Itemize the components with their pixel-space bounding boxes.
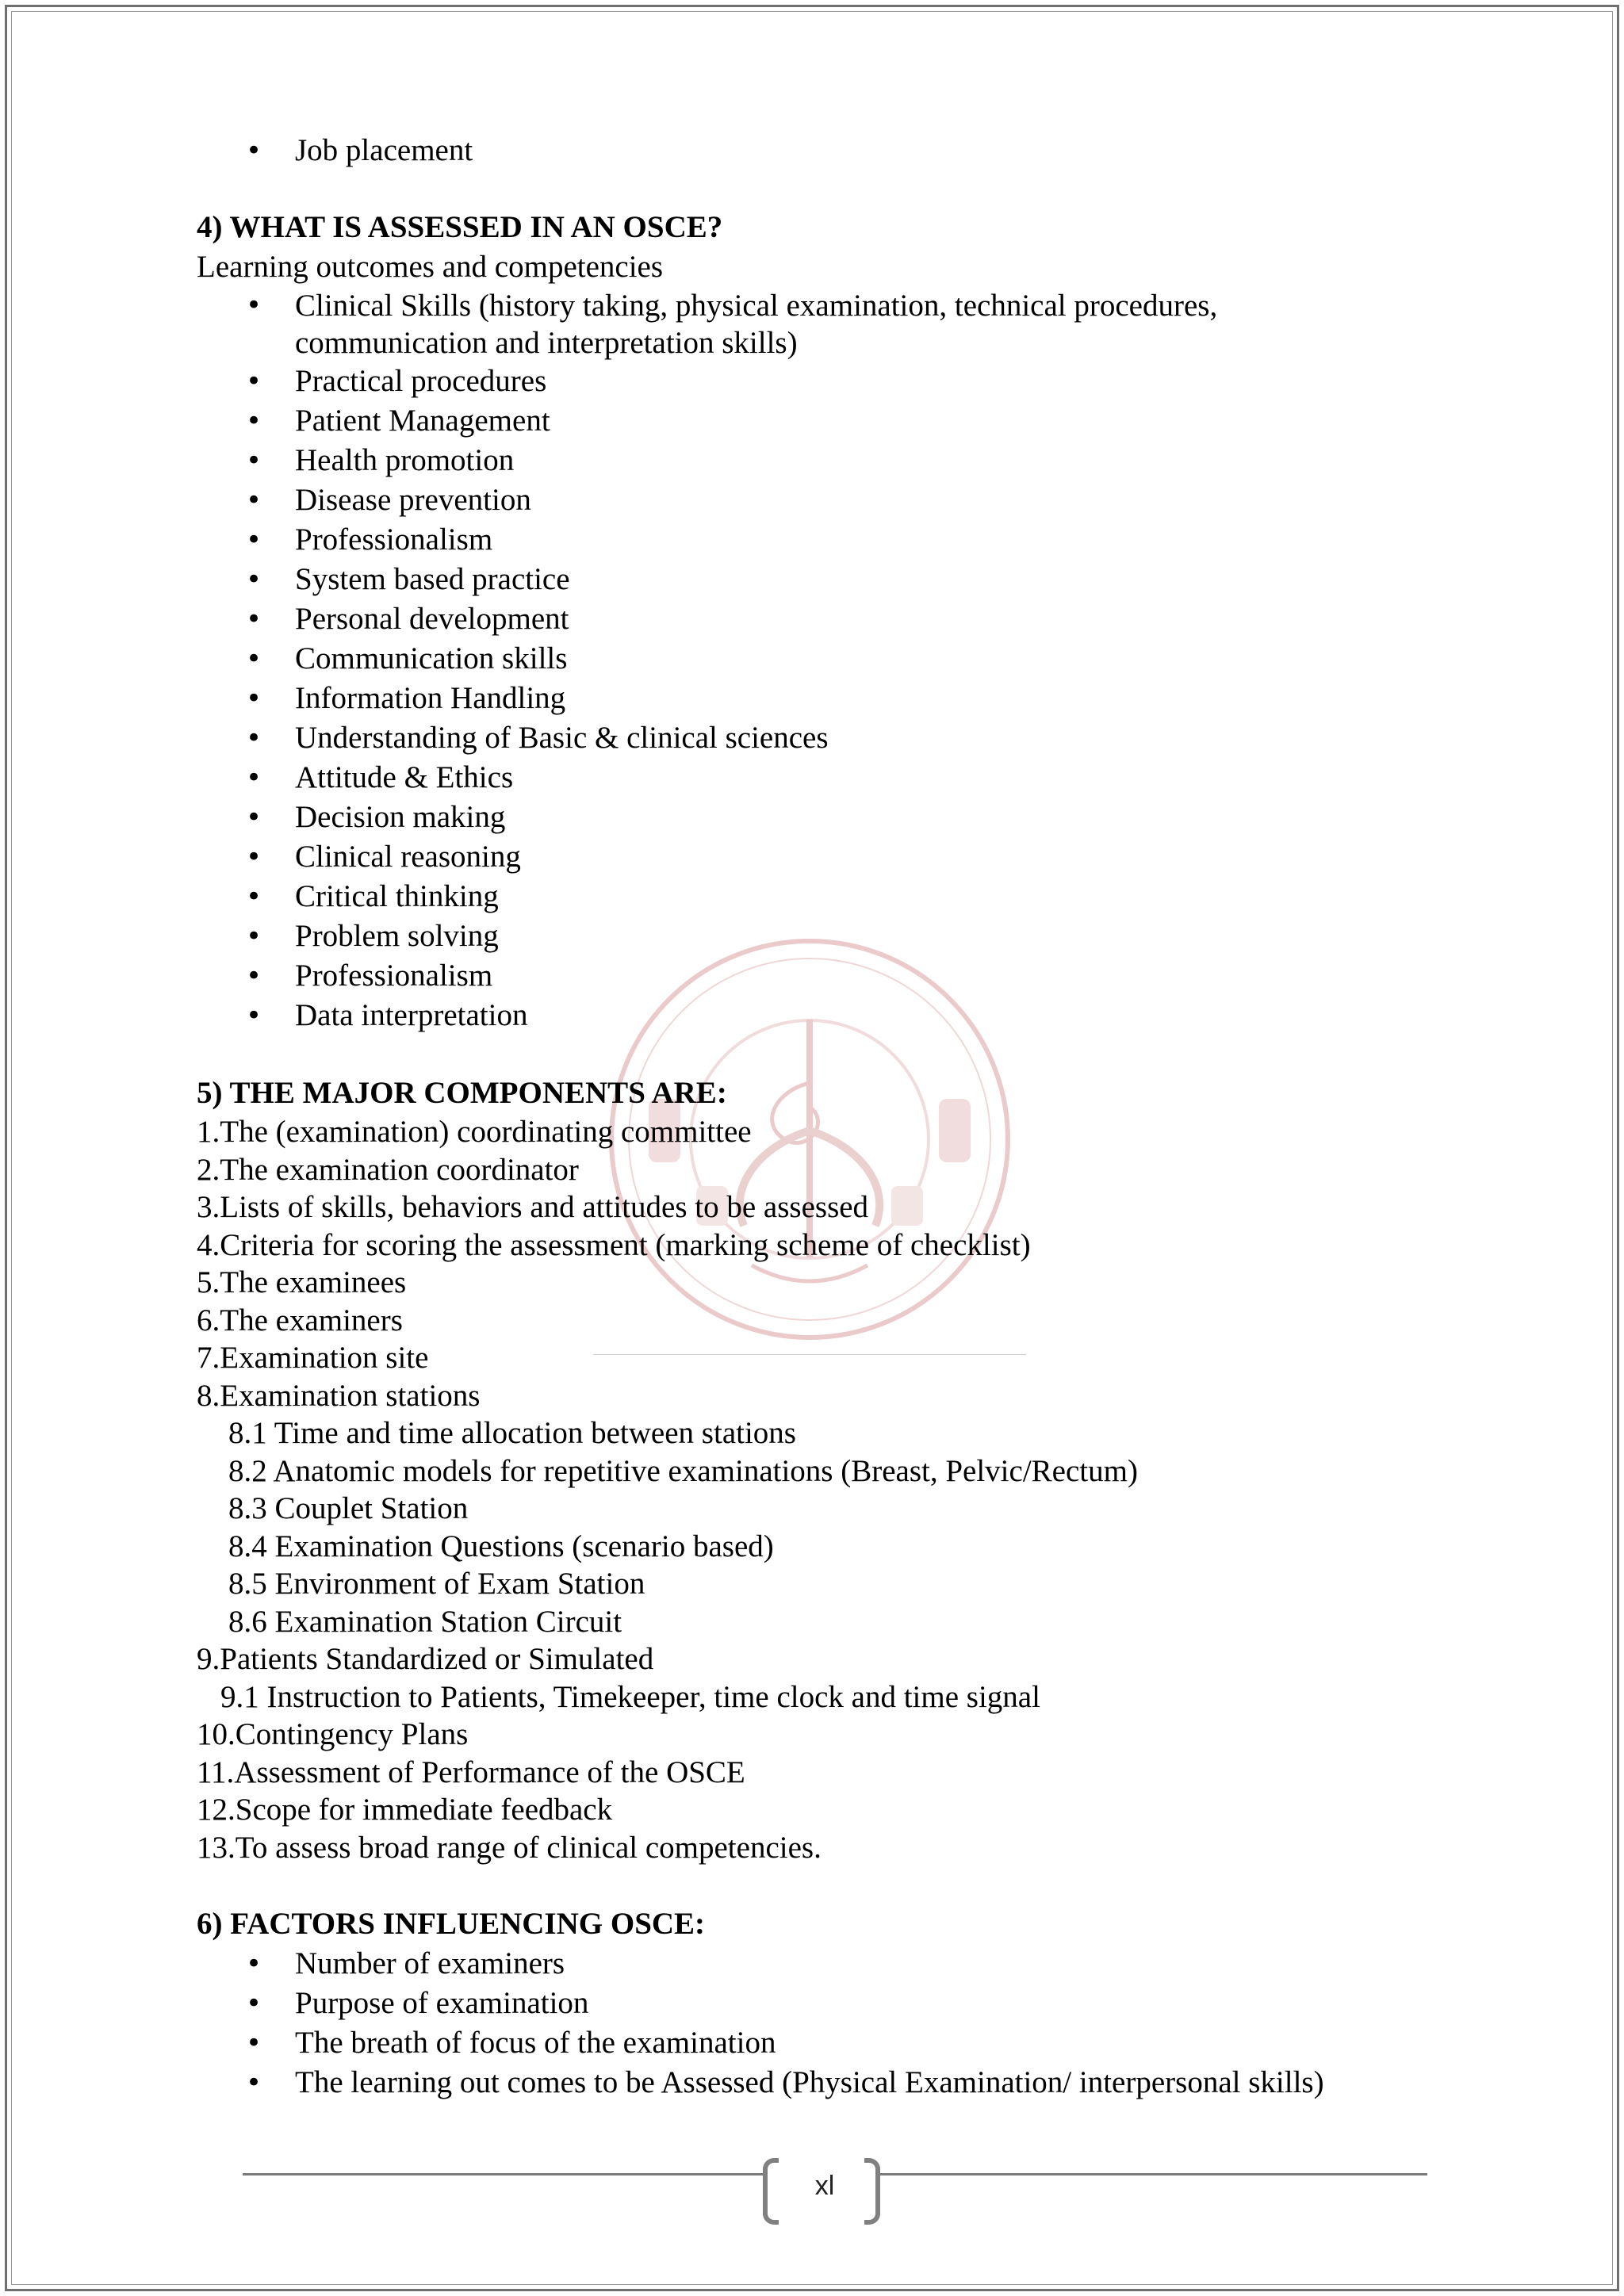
- list-item: • Information Handling: [197, 679, 1465, 718]
- section-5-heading: 5) THE MAJOR COMPONENTS ARE:: [197, 1076, 727, 1110]
- list-item: • Clinical reasoning: [197, 837, 1465, 877]
- list-item: 8.Examination stations: [197, 1378, 481, 1413]
- list-item: • Critical thinking: [197, 877, 1465, 916]
- section-4-heading: 4) WHAT IS ASSESSED IN AN OSCE?: [197, 210, 723, 244]
- section-4-intro: Learning outcomes and competencies: [197, 250, 664, 284]
- list-item: 1.The (examination) coordinating committee: [197, 1115, 752, 1149]
- list-item: • Data interpretation: [197, 996, 1465, 1035]
- list-item: • Professionalism: [197, 956, 1465, 996]
- section-6-heading: 6) FACTORS INFLUENCING OSCE:: [197, 1907, 706, 1941]
- list-item: • Health promotion: [197, 441, 1465, 480]
- list-item: • Purpose of examination: [197, 1984, 1465, 2023]
- list-item: • Attitude & Ethics: [197, 758, 1465, 798]
- list-item: 9.Patients Standardized or Simulated: [197, 1642, 654, 1676]
- list-item: 11.Assessment of Performance of the OSCE: [197, 1755, 745, 1789]
- list-item: 12.Scope for immediate feedback: [197, 1793, 613, 1827]
- list-item: • Problem solving: [197, 916, 1465, 956]
- document-body: [197, 132, 1465, 2103]
- footer-rule-left: [243, 2173, 763, 2175]
- list-item: 5.The examinees: [197, 1265, 407, 1299]
- list-item: • Practical procedures: [197, 362, 1465, 401]
- section-5-list: [197, 1113, 1465, 1866]
- list-subitem: 8.5 Environment of Exam Station: [228, 1567, 645, 1601]
- list-item: • Understanding of Basic & clinical sciences: [197, 718, 1465, 758]
- list-item: 7.Examination site: [197, 1341, 429, 1375]
- list-item: 3.Lists of skills, behaviors and attitudes to be assessed: [197, 1190, 869, 1224]
- list-subitem: 8.1 Time and time allocation between stations: [228, 1416, 796, 1450]
- list-item: • Number of examiners: [197, 1944, 1465, 1984]
- list-subitem: 8.4 Examination Questions (scenario based): [228, 1529, 774, 1563]
- list-item: 6.The examiners: [197, 1303, 403, 1337]
- list-item: • The breath of focus of the examination: [197, 2023, 1465, 2063]
- list-item: • Clinical Skills (history taking, physical examination, technical procedures, communication and interpretation skills): [197, 287, 1465, 362]
- footer-bracket-left: [763, 2158, 779, 2225]
- list-item: • Disease prevention: [197, 480, 1465, 520]
- list-subitem: 8.2 Anatomic models for repetitive examinations (Breast, Pelvic/Rectum): [228, 1453, 1138, 1488]
- list-item: 13.To assess broad range of clinical competencies.: [197, 1830, 822, 1865]
- list-subitem: 9.1 Instruction to Patients, Timekeeper, time clock and time signal: [220, 1679, 1040, 1714]
- footer-rule-right: [875, 2173, 1427, 2175]
- list-item: • System based practice: [197, 560, 1465, 599]
- list-item: 10.Contingency Plans: [197, 1717, 469, 1751]
- list-item: • Communication skills: [197, 639, 1465, 679]
- page-number: xl: [814, 2171, 835, 2201]
- list-item: • Job placement: [197, 132, 1465, 170]
- list-item: • Professionalism: [197, 520, 1465, 560]
- list-item: 2.The examination coordinator: [197, 1152, 579, 1187]
- list-subitem: 8.6 Examination Station Circuit: [228, 1604, 622, 1639]
- list-item: • Personal development: [197, 599, 1465, 639]
- list-item: • Patient Management: [197, 401, 1465, 441]
- section-6-list: [197, 1944, 1465, 2103]
- list-subitem: 8.3 Couplet Station: [228, 1491, 469, 1525]
- list-item: • Decision making: [197, 798, 1465, 837]
- list-item: 4.Criteria for scoring the assessment (marking scheme of checklist): [197, 1227, 1031, 1262]
- section-4-list: [197, 287, 1465, 1035]
- list-item: • The learning out comes to be Assessed (Physical Examination/ interpersonal skills): [197, 2063, 1465, 2103]
- top-bullet-list: [197, 132, 1465, 170]
